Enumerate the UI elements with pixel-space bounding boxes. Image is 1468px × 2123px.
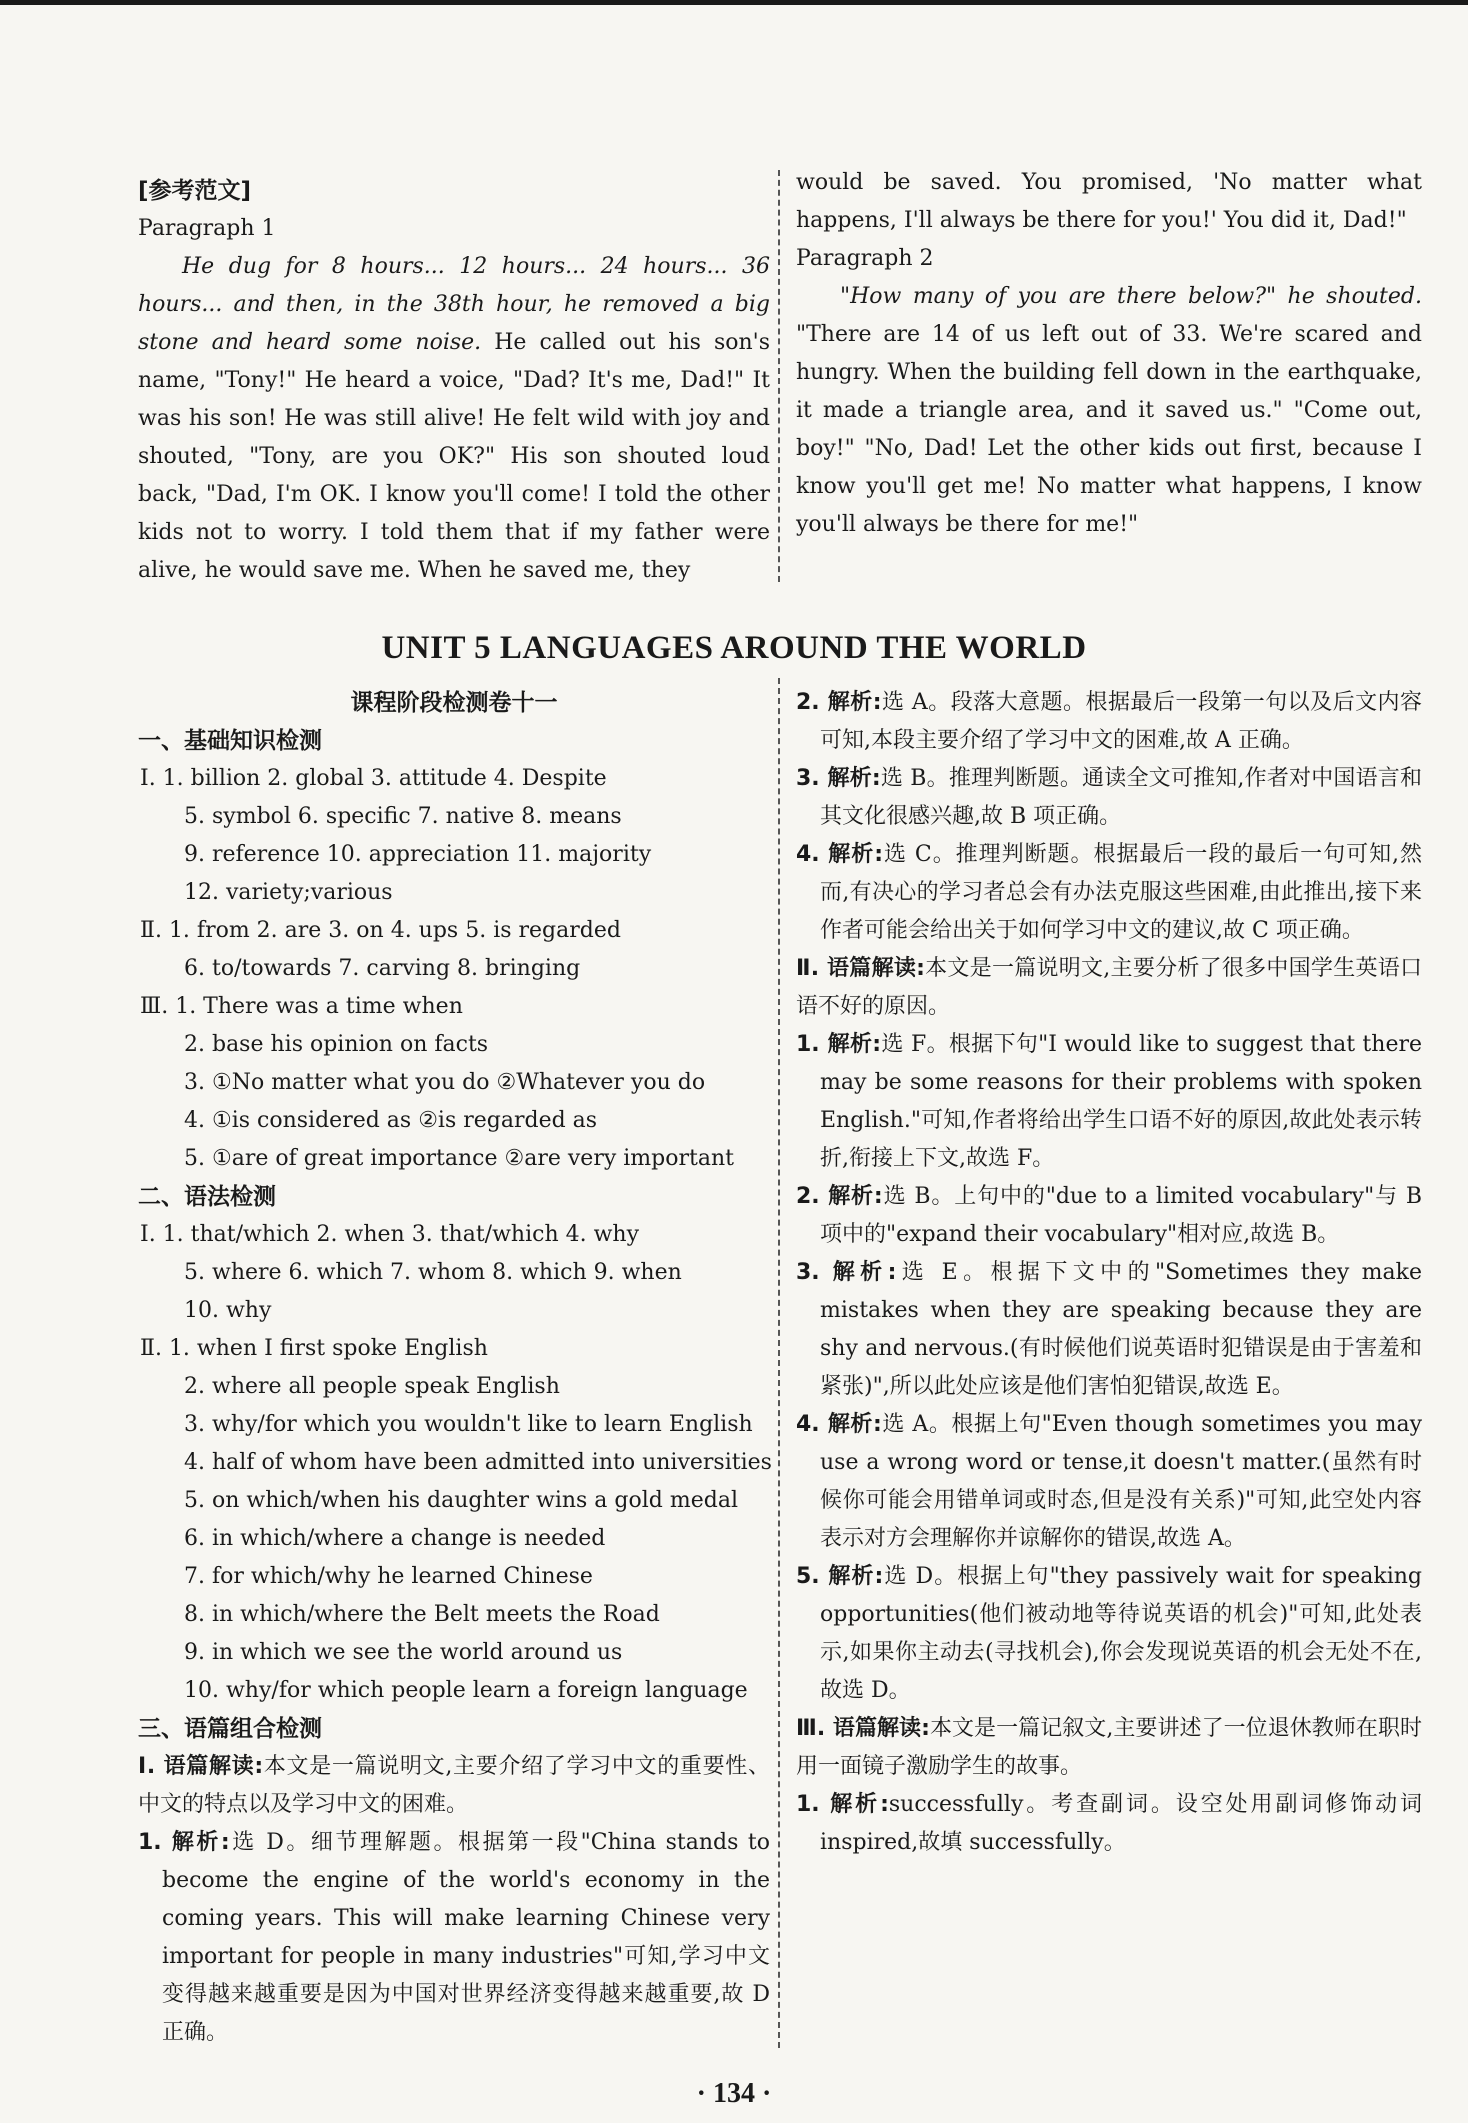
- answer-text: 选 A。根据上句"Even though sometimes you may use a wrong word or tense,it doesn't matter.(虽然有时候你可能会用错单词或时态,但是没有关系)"可知,此空处内容表示对方会理解你并谅解你的错误,故选 A。: [820, 1412, 1422, 1551]
- passage-2-intro-text: 本文是一篇说明文,主要分析了很多中国学生英语口语不好的原因。: [796, 956, 1422, 1019]
- passage-1-intro-label: Ⅰ. 语篇解读:: [138, 1754, 264, 1779]
- paragraph-1-rest: He called out his son's name, "Tony!" He heard a voice, "Dad? It's me, Dad!" It was his son! He was still alive! He felt wild with joy and shouted, "Tony, are you OK?" His son shouted loud back, "Dad, I'm OK. I know you'll come! I told the other kids not to worry. I told them that if my father were alive, he would save me. When he saved me, they: [138, 330, 770, 583]
- s1-line: Ⅱ. 1. from 2. are 3. on 4. ups 5. is regarded: [140, 918, 621, 943]
- s2-line: 6. in which/where a change is needed: [184, 1526, 606, 1551]
- answer-label: 3. 解析:: [796, 766, 881, 791]
- reference-essay-right: [796, 164, 1422, 544]
- s1-line: 2. base his opinion on facts: [184, 1032, 489, 1057]
- passage-2-intro: [796, 950, 1422, 1026]
- s1-line: 5. symbol 6. specific 7. native 8. means: [184, 804, 622, 829]
- answer-item: [796, 1254, 1422, 1406]
- page-number: · 134 ·: [696, 2078, 772, 2109]
- section-2-heading: 二、语法检测: [138, 1184, 276, 1210]
- answer-label: 2. 解析:: [796, 1184, 883, 1209]
- answer-text: 选 C。推理判断题。根据最后一段的最后一句可知,然而,有决心的学习者总会有办法克服这些困难,由此推出,接下来作者可能会给出关于如何学习中文的建议,故 C 项正确。: [820, 842, 1423, 943]
- s2-line: Ⅰ. 1. that/which 2. when 3. that/which 4. why: [140, 1222, 640, 1247]
- answer-item: [796, 760, 1422, 836]
- answer-label: 4. 解析:: [796, 842, 884, 867]
- s1-line: 4. ①is considered as ②is regarded as: [184, 1108, 598, 1133]
- s2-line: 7. for which/why he learned Chinese: [184, 1564, 593, 1589]
- answer-item: [796, 684, 1422, 760]
- answer-text: 选 F。根据下句"I would like to suggest that there may be some reasons for their problems with spoken English."可知,作者将给出学生口语不好的原因,故此处表示转折,衔接上下文,故选 F。: [820, 1032, 1422, 1171]
- answer-label: 1. 解析:: [138, 1830, 230, 1855]
- s2-line: 9. in which we see the world around us: [184, 1640, 623, 1665]
- reference-essay-left: [138, 172, 770, 590]
- column-divider-bottom: [778, 678, 780, 2048]
- section-3-heading: 三、语篇组合检测: [138, 1716, 322, 1742]
- paragraph-2-text: [796, 278, 1422, 544]
- answer-text: successfully。考查副词。设空处用副词修饰动词 inspired,故填 successfully。: [820, 1792, 1423, 1855]
- s2-line: Ⅱ. 1. when I first spoke English: [140, 1336, 488, 1361]
- s1-line: Ⅰ. 1. billion 2. global 3. attitude 4. Despite: [140, 766, 607, 791]
- passage-3-intro: [796, 1710, 1422, 1786]
- answer-item: [796, 1178, 1422, 1254]
- unit-title: UNIT 5 LANGUAGES AROUND THE WORLD: [381, 630, 1087, 666]
- s2-line: 3. why/for which you wouldn't like to learn English: [184, 1412, 753, 1437]
- s1-line: Ⅲ. 1. There was a time when: [140, 994, 463, 1019]
- answers-left-column: [138, 684, 770, 2052]
- paragraph-2-label: Paragraph 2: [796, 246, 934, 271]
- s2-line: 10. why/for which people learn a foreign language: [184, 1678, 748, 1703]
- s1-line: 3. ①No matter what you do ②Whatever you do: [184, 1070, 706, 1095]
- s1-line: 9. reference 10. appreciation 11. majority: [184, 842, 652, 867]
- answer-text: 选 B。上句中的"due to a limited vocabulary"与 B 项中的"expand their vocabulary"相对应,故选 B。: [820, 1184, 1422, 1247]
- answer-label: 2. 解析:: [796, 690, 882, 715]
- answer-item: [796, 1786, 1422, 1862]
- s1-line: 12. variety;various: [184, 880, 393, 905]
- answer-text: 选 D。细节理解题。根据第一段"China stands to become the engine of the world's economy in the coming years. This will make learning Chinese very important for people in many industries"可知,学习中文变得越来越重要是因为中国对世界经济变得越来越重要,故 D 正确。: [162, 1830, 770, 2045]
- s2-line: 5. on which/when his daughter wins a gold medal: [184, 1488, 738, 1513]
- s2-line: 8. in which/where the Belt meets the Road: [184, 1602, 660, 1627]
- answers-right-column: [796, 684, 1422, 1862]
- s2-line: 10. why: [184, 1298, 272, 1323]
- passage-2-intro-label: Ⅱ. 语篇解读:: [796, 956, 925, 981]
- s2-line: 5. where 6. which 7. whom 8. which 9. when: [184, 1260, 682, 1285]
- paragraph-1-continued: would be saved. You promised, 'No matter what happens, I'll always be there for you!' You did it, Dad!": [796, 170, 1422, 233]
- answer-item: [138, 1824, 770, 2052]
- answer-item: [796, 1558, 1422, 1710]
- column-divider-top: [778, 170, 780, 582]
- section-1-heading: 一、基础知识检测: [138, 728, 322, 754]
- paragraph-1-label: Paragraph 1: [138, 216, 276, 241]
- answer-label: 1. 解析:: [796, 1032, 882, 1057]
- answer-label: 4. 解析:: [796, 1412, 882, 1437]
- answer-item: [796, 1406, 1422, 1558]
- passage-1-intro: [138, 1748, 770, 1824]
- answer-text: 选 A。段落大意题。根据最后一段第一句以及后文内容可知,本段主要介绍了学习中文的困难,故 A 正确。: [820, 690, 1422, 753]
- paragraph-2-rest: "There are 14 of us left out of 33. We're scared and hungry. When the building fell down in the earthquake, it made a triangle area, and it saved us." "Come out, boy!" "No, Dad! Let the other kids out first, because I know you'll get me! No matter what happens, I know you'll always be there for me!": [796, 322, 1422, 537]
- s2-line: 4. half of whom have been admitted into universities: [184, 1450, 772, 1475]
- s1-line: 6. to/towards 7. carving 8. bringing: [184, 956, 581, 981]
- paragraph-1-lead: He dug for 8 hours... 12 hours... 24 hours... 36 hours... and then, in the 38th hour, he removed a big stone and heard some noise.: [138, 254, 770, 355]
- paragraph-1-text: [138, 248, 770, 590]
- passage-3-intro-label: Ⅲ. 语篇解读:: [796, 1716, 930, 1741]
- paragraph-2-lead: "How many of you are there below?" he shouted.: [840, 284, 1422, 309]
- answer-label: 5. 解析:: [796, 1564, 884, 1589]
- s2-line: 2. where all people speak English: [184, 1374, 560, 1399]
- answer-text: 选 B。推理判断题。通读全文可推知,作者对中国语言和其文化很感兴趣,故 B 项正确。: [820, 766, 1423, 829]
- passage-1-intro-text: 本文是一篇说明文,主要介绍了学习中文的重要性、中文的特点以及学习中文的困难。: [138, 1754, 770, 1817]
- answer-label: 1. 解析:: [796, 1792, 889, 1817]
- top-rule: [0, 0, 1468, 5]
- passage-3-intro-text: 本文是一篇记叙文,主要讲述了一位退休教师在职时用一面镜子激励学生的故事。: [796, 1716, 1422, 1779]
- answer-label: 3. 解析:: [796, 1260, 897, 1285]
- answer-text: 选 D。根据上句"they passively wait for speaking opportunities(他们被动地等待说英语的机会)"可知,此处表示,如果你主动去(寻找机会),你会发现说英语的机会无处不在,故选 D。: [820, 1564, 1422, 1703]
- test-title: 课程阶段检测卷十一: [350, 690, 558, 716]
- s1-line: 5. ①are of great importance ②are very important: [184, 1146, 734, 1171]
- answer-text: 选 E。根据下文中的"Sometimes they make mistakes when they are speaking because they are shy and nervous.(有时候他们说英语时犯错误是由于害羞和紧张)",所以此处应该是他们害怕犯错误,故选 E。: [820, 1260, 1422, 1399]
- answer-item: [796, 836, 1422, 950]
- answer-item: [796, 1026, 1422, 1178]
- ref-tag: [参考范文]: [138, 178, 252, 204]
